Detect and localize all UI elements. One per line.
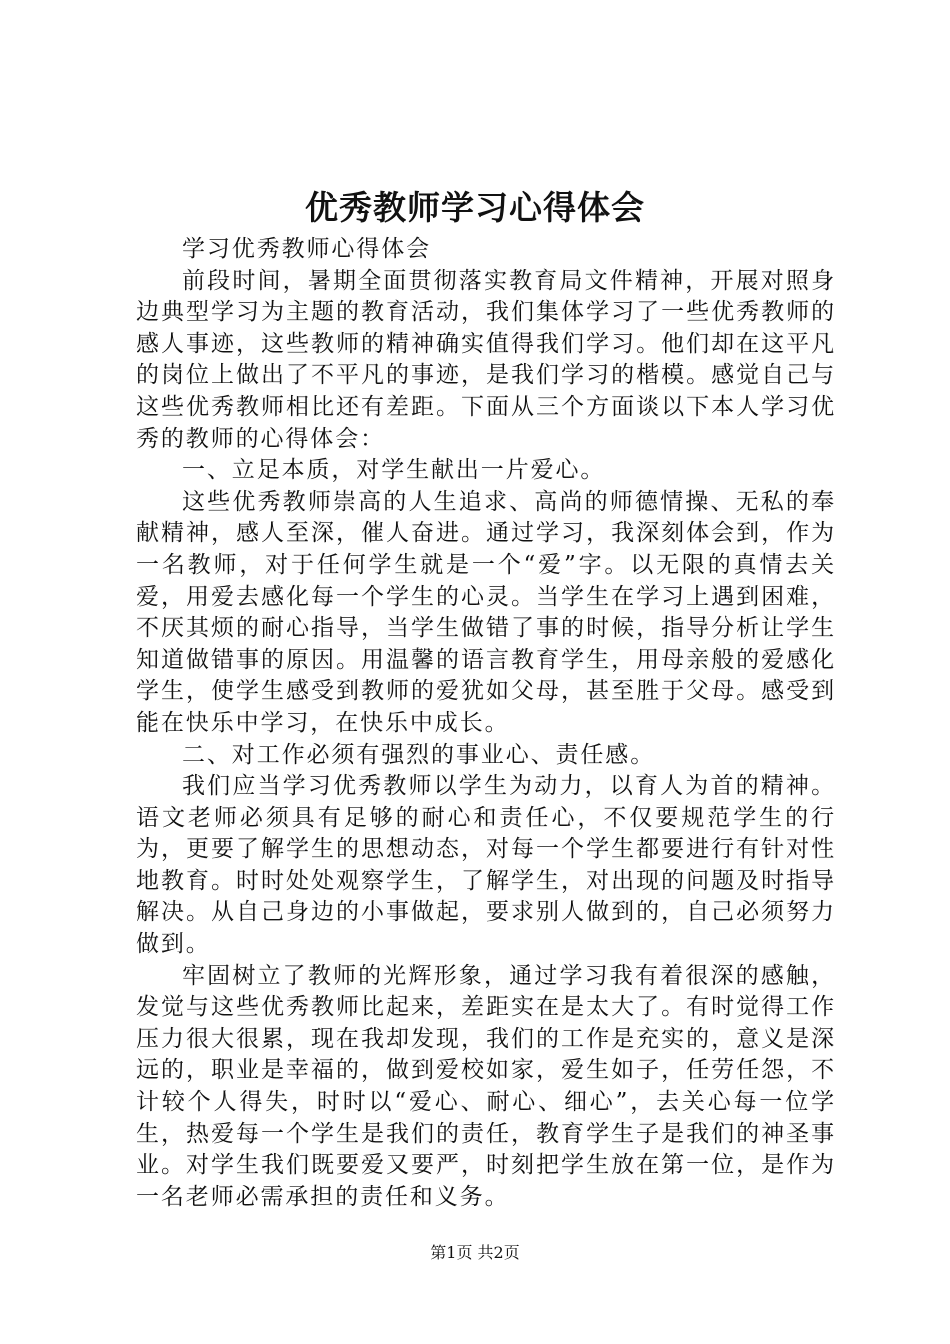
page-number-footer: 第1页 共2页 xyxy=(430,1243,520,1262)
section-heading-2: 二、对工作必须有强烈的事业心、责任感。 xyxy=(182,741,656,768)
paragraph-subtitle: 学习优秀教师心得体会 xyxy=(182,236,431,262)
paragraph-section-2b: 牢固树立了教师的光辉形象，通过学习我有着很深的感触，发觉与这些优秀教师比起来，差距实在是太大了。有时觉得工作压力很大很累，现在我却发现，我们的工作是充实的，意义是深远的，职业是幸福的，做到爱校如家，爱生如子，任劳任怨，不计较个人得失，时时以“爱心、耐心、细心”，去关心每一位学生，热爱每一个学生是我们的责任，教育学生子是我们的神圣事业。对学生我们既要爱又要严，时刻把学生放在第一位，是作为一名老师必需承担的责任和义务。 xyxy=(136,962,836,1210)
paragraph-section-1: 这些优秀教师崇高的人生追求、高尚的师德情操、无私的奉献精神，感人至深，催人奋进。通过学习，我深刻体会到，作为一名教师，对于任何学生就是一个“爱”字。以无限的真情去关爱，用爱去感化每一个学生的心灵。当学生在学习上遇到困难，不厌其烦的耐心指导，当学生做错了事的时候，指导分析让学生知道做错事的原因。用温馨的语言教育学生，用母亲般的爱感化学生，使学生感受到教师的爱犹如父母，甚至胜于父母。感受到能在快乐中学习，在快乐中成长。 xyxy=(136,488,836,736)
paragraph-section-2: 我们应当学习优秀教师以学生为动力，以育人为首的精神。语文老师必须具有足够的耐心和责任心，不仅要规范学生的行为，更要了解学生的思想动态，对每一个学生都要进行有针对性地教育。时时处处观察学生，了解学生，对出现的问题及时指导解决。从自己身边的小事做起，要求别人做到的，自己必须努力做到。 xyxy=(136,773,836,958)
document-title: 优秀教师学习心得体会 xyxy=(305,188,645,227)
document-body xyxy=(136,234,836,1213)
paragraph-intro: 前段时间，暑期全面贯彻落实教育局文件精神，开展对照身边典型学习为主题的教育活动，我们集体学习了一些优秀教师的感人事迹，这些教师的精神确实值得我们学习。他们却在这平凡的岗位上做出了不平凡的事迹，是我们学习的楷模。感觉自己与这些优秀教师相比还有差距。下面从三个方面谈以下本人学习优秀的教师的心得体会： xyxy=(136,267,836,452)
section-heading-1: 一、立足本质，对学生献出一片爱心。 xyxy=(182,457,606,484)
